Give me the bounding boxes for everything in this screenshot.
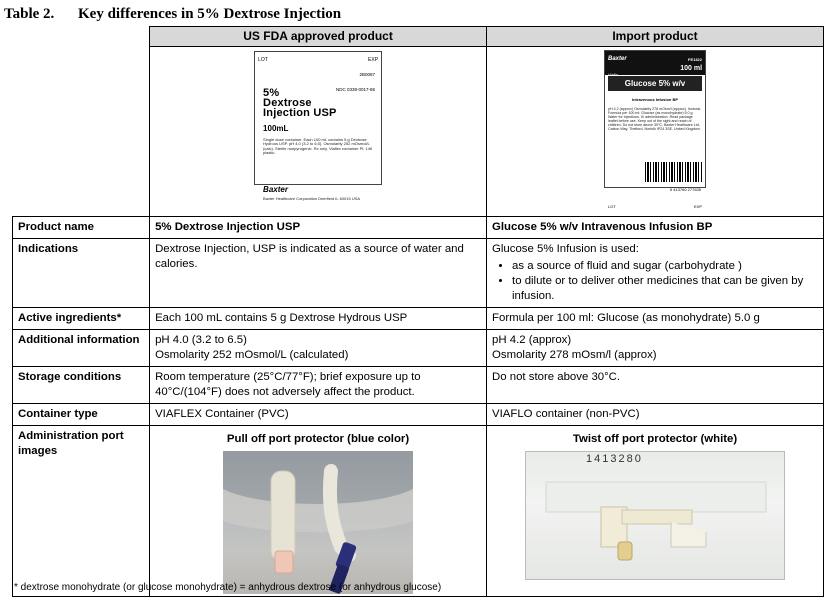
import-bullet-list — [492, 259, 818, 304]
import-volume: 100 ml — [680, 65, 703, 72]
import-brand: Baxter — [608, 56, 627, 62]
import-lot: LOT — [608, 204, 616, 209]
blank-corner — [13, 27, 150, 47]
label-image-row — [13, 47, 824, 217]
us-value: 5% Dextrose Injection USP — [150, 217, 487, 239]
comparison-table — [12, 26, 824, 597]
import-ph: pH 4.2 (approx) — [492, 334, 572, 346]
import-fine-print: pH 4.2 (approx) Osmolarity 278 mOsm/l (approx). Isotonic. Formula per 100 ml: Glucose (as monohydrate) 5.0 g. Water for Injections. IV administration. Read package leaflet before use. Keep out of the sight and reach of children. Do not store above 30°C. Baxter Healthcare Ltd, Caxton Way, Thetford, Norfolk IP24 3SE, United Kingdom. — [608, 107, 702, 131]
import-port-cell — [487, 426, 824, 597]
header-row — [13, 27, 824, 47]
row-label: Active ingredients* — [13, 308, 150, 330]
list-item: • to dilute or to deliver other medicines that can be given by infusion. — [512, 274, 818, 304]
blank-cell — [13, 47, 150, 217]
import-port-photo — [525, 451, 785, 580]
row-additional-info — [13, 330, 824, 367]
us-line2: Dextrose — [263, 97, 312, 109]
us-osmolarity: Osmolarity 252 mOsmol/L (calculated) — [155, 349, 349, 361]
us-value — [150, 330, 487, 367]
us-fine-print: Single dose container. Each 100 mL contains 5 g Dextrose Hydrous USP. pH 4.0 (3.2 to 6.5). Osmolarity 252 mOsmol/L (calc). Sterile nonpyrogenic. Rx only. Viaflex container PL 146 plastic. — [263, 137, 373, 156]
us-code: 2B0087 — [359, 72, 376, 77]
us-label-image — [150, 47, 487, 217]
footnote: * dextrose monohydrate (or glucose monohydrate) = anhydrous dextrose (or anhydrous glucose) — [14, 582, 442, 593]
row-label: Additional information — [13, 330, 150, 367]
us-value: Each 100 mL contains 5 g Dextrose Hydrous USP — [150, 308, 487, 330]
import-code: FE1322 — [688, 57, 703, 62]
import-barcode-number: 5 413760 277635 — [669, 187, 702, 192]
import-port-title: Twist off port protector (white) — [572, 433, 738, 445]
row-label: Product name — [13, 217, 150, 239]
import-value: Glucose 5% w/v Intravenous Infusion BP — [487, 217, 824, 239]
import-value: Do not store above 30°C. — [487, 367, 824, 404]
row-port-images — [13, 426, 824, 597]
import-value — [487, 330, 824, 367]
us-port-photo — [223, 451, 413, 594]
us-line3: Injection USP — [263, 107, 337, 119]
us-volume: 100mL — [263, 124, 289, 133]
row-label: Indications — [13, 239, 150, 308]
import-exp: EXP — [694, 204, 703, 209]
import-value: Formula per 100 ml: Glucose (as monohydrate) 5.0 g — [487, 308, 824, 330]
us-product-label — [254, 51, 382, 201]
list-item: • as a source of fluid and sugar (carbohydrate ) — [512, 259, 818, 274]
us-line1: 5% — [263, 87, 280, 99]
import-value — [487, 239, 824, 308]
row-product-name — [13, 217, 824, 239]
row-active-ingredients — [13, 308, 824, 330]
us-port-title: Pull off port protector (blue color) — [226, 433, 410, 445]
import-value: VIAFLO container (non-PVC) — [487, 404, 824, 426]
twist-off-port-image — [526, 452, 784, 579]
import-subtitle: Intravenous Infusion BP — [632, 97, 679, 102]
pull-off-port-image — [223, 451, 413, 594]
us-port-cell — [150, 426, 487, 597]
photo-bag-print: 1413280 — [586, 453, 643, 465]
us-footer: Baxter Healthcare Corporation Deerfield IL 60015 USA — [263, 196, 361, 201]
row-storage — [13, 367, 824, 404]
header-import: Import product — [487, 27, 824, 47]
row-container-type — [13, 404, 824, 426]
table-title: Key differences in 5% Dextrose Injection — [78, 6, 342, 22]
import-brand2: Viaflo — [608, 72, 618, 77]
us-ndc: NDC 0338-0017-86 — [336, 87, 376, 92]
import-osmolarity: Osmolarity 278 mOsm/l (approx) — [492, 349, 657, 361]
row-label: Container type — [13, 404, 150, 426]
us-value: VIAFLEX Container (PVC) — [150, 404, 487, 426]
table-number: Table 2. — [4, 6, 55, 22]
row-label: Storage conditions — [13, 367, 150, 404]
import-product-label — [604, 50, 706, 209]
import-intro: Glucose 5% Infusion is used: — [492, 243, 639, 255]
us-exp: EXP — [368, 57, 379, 63]
us-ph: pH 4.0 (3.2 to 6.5) — [155, 334, 247, 346]
row-indications — [13, 239, 824, 308]
us-value: Room temperature (25°C/77°F); brief exposure up to 40°C/(104°F) does not adversely affect the product. — [150, 367, 487, 404]
barcode-icon — [645, 162, 702, 182]
us-brand: Baxter — [263, 185, 288, 194]
import-label-image — [487, 47, 824, 217]
row-label: Administration port images — [13, 426, 150, 597]
us-lot: LOT — [258, 57, 268, 63]
us-value: Dextrose Injection, USP is indicated as a source of water and calories. — [150, 239, 487, 308]
header-us: US FDA approved product — [150, 27, 487, 47]
table-caption — [4, 6, 341, 23]
import-product: Glucose 5% w/v — [608, 76, 702, 91]
